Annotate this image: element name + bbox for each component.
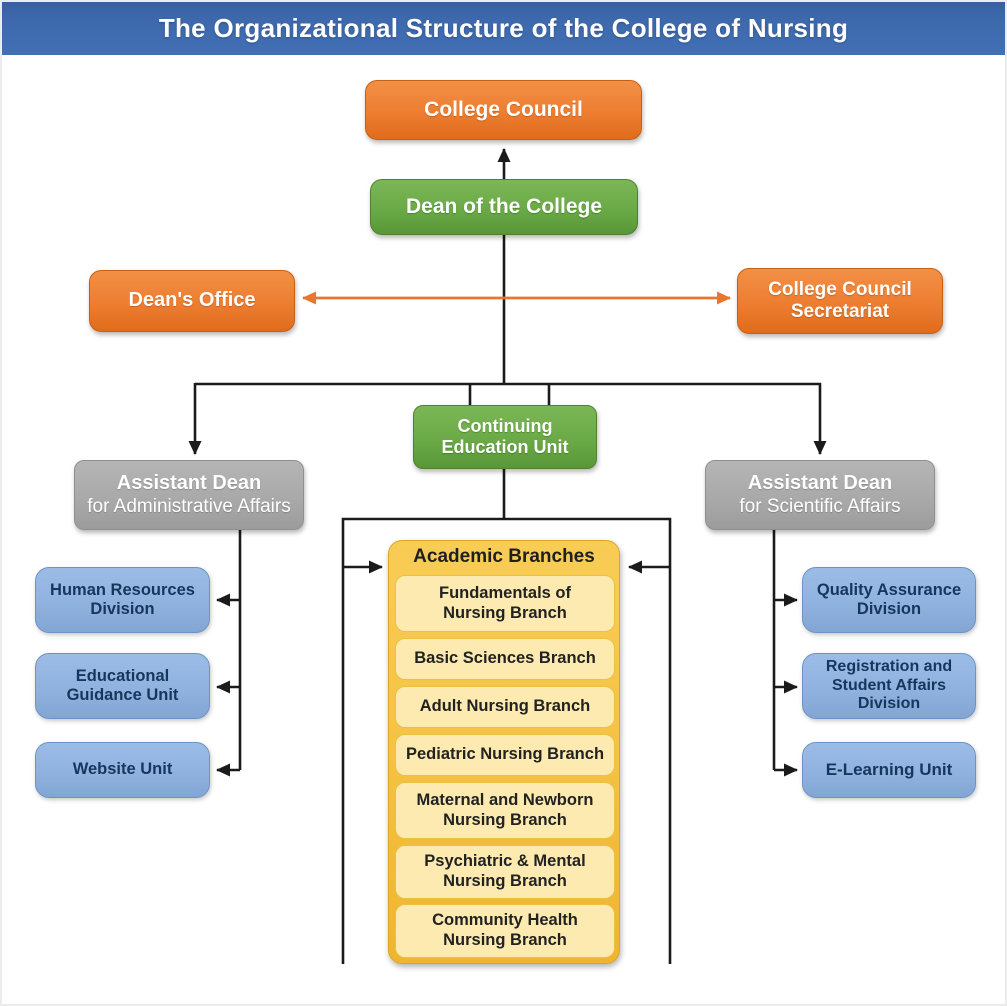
node-label: Nursing Branch xyxy=(443,810,567,829)
node-label: Education Unit xyxy=(441,437,569,457)
node-adult-nursing-branch xyxy=(395,686,615,728)
node-label: Dean of the College xyxy=(405,194,603,218)
node-deans-office xyxy=(89,270,295,332)
page-title xyxy=(2,2,1005,55)
node-website-unit xyxy=(35,742,210,798)
node-label: Basic Sciences Branch xyxy=(414,649,596,668)
node-label: Fundamentals of xyxy=(438,583,571,602)
node-assistant-dean-administrative xyxy=(74,460,304,530)
node-psychiatric-mental-nursing-branch xyxy=(395,845,615,899)
node-dean-of-college xyxy=(370,179,638,235)
page-title-text: The Organizational Structure of the College of Nursing xyxy=(158,13,849,43)
node-label: Website Unit xyxy=(72,760,173,779)
academic-branches-panel xyxy=(388,540,620,964)
node-label: Human Resources xyxy=(50,580,195,599)
node-label: Nursing Branch xyxy=(443,872,567,890)
node-label: Educational xyxy=(75,666,170,685)
node-label: Assistant Dean xyxy=(747,472,893,494)
node-quality-assurance-division xyxy=(802,567,976,633)
node-label: Dean's Office xyxy=(128,289,256,312)
node-educational-guidance-unit xyxy=(35,653,210,719)
node-label: Division xyxy=(90,600,155,618)
node-human-resources-division xyxy=(35,567,210,633)
node-basic-sciences-branch xyxy=(395,638,615,680)
node-label: Assistant Dean xyxy=(116,472,262,494)
node-assistant-dean-scientific xyxy=(705,460,935,530)
node-label: Nursing Branch xyxy=(443,603,567,622)
node-label: College Council xyxy=(768,278,912,300)
node-label: Secretariat xyxy=(790,301,890,322)
node-pediatric-nursing-branch xyxy=(395,734,615,776)
node-fundamentals-of-nursing-branch xyxy=(395,575,615,632)
node-label: Adult Nursing Branch xyxy=(419,697,591,716)
node-label: for Administrative Affairs xyxy=(87,495,291,517)
node-label: Division xyxy=(856,600,922,618)
node-label: Guidance Unit xyxy=(66,686,179,704)
node-continuing-education-unit xyxy=(413,405,597,469)
node-label: Quality Assurance xyxy=(816,580,962,599)
node-label: Psychiatric & Mental xyxy=(424,852,586,871)
node-label: Continuing xyxy=(457,415,553,436)
node-label: College Council xyxy=(424,97,583,121)
node-community-health-nursing-branch xyxy=(395,904,615,958)
node-label: Pediatric Nursing Branch xyxy=(405,745,605,764)
node-maternal-newborn-nursing-branch xyxy=(395,782,615,839)
node-label: for Scientific Affairs xyxy=(739,495,901,517)
academic-branches-title: Academic Branches xyxy=(413,546,595,567)
node-label: Student Affairs Division xyxy=(831,676,947,713)
node-label: E-Learning Unit xyxy=(825,759,953,779)
node-label: Maternal and Newborn xyxy=(416,790,594,809)
node-registration-student-affairs-division xyxy=(802,653,976,719)
node-label: Community Health xyxy=(432,911,578,930)
node-e-learning-unit xyxy=(802,742,976,798)
node-label: Registration and xyxy=(825,657,953,675)
node-label: Nursing Branch xyxy=(443,931,567,949)
node-college-council-secretariat xyxy=(737,268,943,334)
node-college-council xyxy=(365,80,642,140)
